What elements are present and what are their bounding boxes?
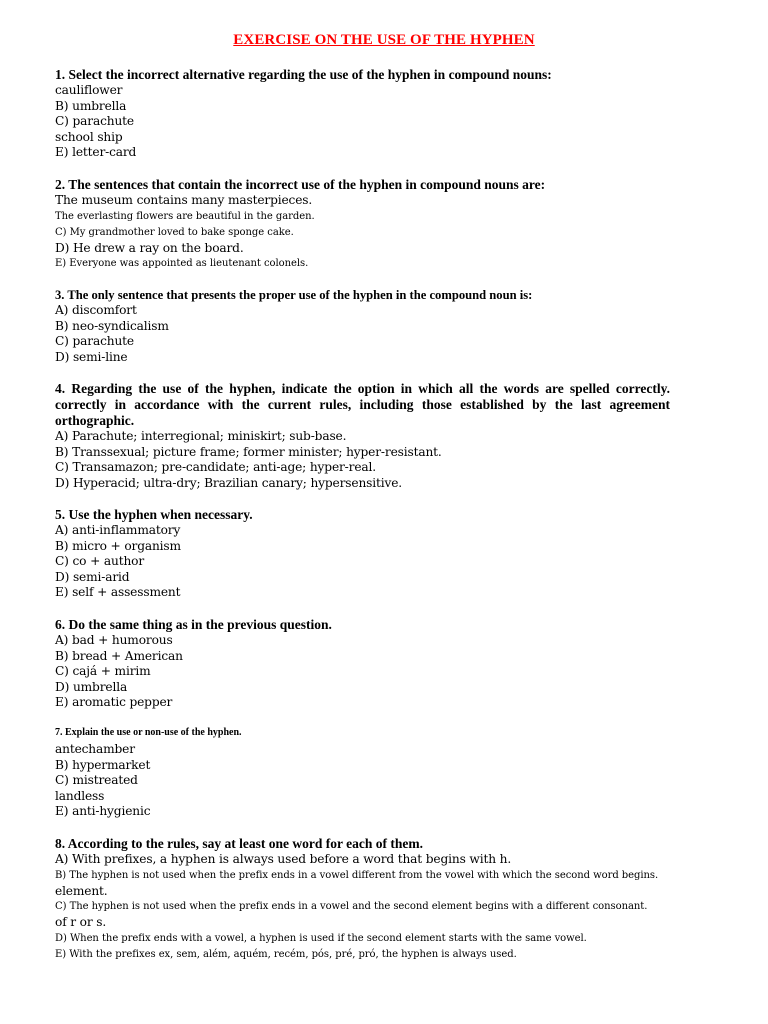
option: The everlasting flowers are beautiful in the garden.	[55, 210, 315, 222]
option: D) semi-line	[55, 349, 128, 364]
option: B) micro + organism	[55, 538, 181, 553]
option: D) He drew a ray on the board.	[55, 240, 244, 255]
option: school ship	[55, 129, 123, 144]
option: E) With the prefixes ex, sem, além, aquém, recém, pós, pré, pró, the hyphen is always used.	[55, 948, 517, 960]
option: C) co + author	[55, 554, 145, 569]
option: B) umbrella	[55, 98, 127, 113]
option: antechamber	[55, 742, 135, 756]
option: A) Parachute; interregional; miniskirt; sub-base.	[55, 429, 347, 443]
option: A) bad + humorous	[55, 633, 173, 647]
option: C) The hyphen is not used when the prefix ends in a vowel and the second element begins with a different consonant.	[55, 901, 648, 913]
option: of r or s.	[55, 915, 107, 930]
question-prompt: 1. Select the incorrect alternative regarding the use of the hyphen in compound nouns:	[55, 67, 552, 82]
option: A) anti-inflammatory	[55, 523, 181, 537]
option: C) Transamazon; pre-candidate; anti-age; hyper-real.	[55, 460, 376, 475]
question-prompt: 3. The only sentence that presents the proper use of the hyphen in the compound noun is:	[55, 288, 533, 302]
question-5	[55, 507, 670, 601]
option: B) neo-syndicalism	[55, 318, 169, 333]
question-prompt: 7. Explain the use or non-use of the hyphen.	[55, 727, 242, 738]
option: cauliflower	[55, 83, 123, 97]
option: E) aromatic pepper	[55, 695, 173, 710]
option: D) semi-arid	[55, 569, 130, 584]
option: C) My grandmother loved to bake sponge cake.	[55, 226, 294, 238]
question-2	[55, 177, 670, 272]
option: C) mistreated	[55, 773, 138, 788]
question-7	[55, 726, 670, 820]
question-prompt: 8. According to the rules, say at least one word for each of them.	[55, 836, 423, 851]
page-title: EXERCISE ON THE USE OF THE HYPHEN	[233, 32, 535, 48]
option: D) When the prefix ends with a vowel, a hyphen is used if the second element starts with the same vowel.	[55, 932, 587, 944]
option: The museum contains many masterpieces.	[55, 193, 313, 207]
option: B) The hyphen is not used when the prefix ends in a vowel different from the vowel with which the second word begins.	[55, 869, 659, 881]
option: B) Transsexual; picture frame; former minister; hyper-resistant.	[55, 444, 442, 459]
question-6	[55, 617, 670, 711]
option: C) parachute	[55, 114, 134, 129]
question-prompt: 4. Regarding the use of the hyphen, indicate the option in which all the words are spelled correctly. correctly in accordance with the current rules, including those established by the last agreement orthographic.	[55, 381, 670, 428]
option: C) parachute	[55, 334, 134, 349]
option: E) letter-card	[55, 145, 137, 160]
option: A) With prefixes, a hyphen is always used before a word that begins with h.	[55, 852, 512, 866]
option: E) anti-hygienic	[55, 804, 151, 819]
option: D) Hyperacid; ultra-dry; Brazilian canary; hypersensitive.	[55, 475, 403, 490]
question-prompt: 6. Do the same thing as in the previous question.	[55, 617, 332, 632]
option: E) Everyone was appointed as lieutenant colonels.	[55, 258, 309, 270]
question-1	[55, 67, 670, 161]
question-prompt: 2. The sentences that contain the incorrect use of the hyphen in compound nouns are:	[55, 177, 546, 192]
option: landless	[55, 788, 105, 803]
question-prompt: 5. Use the hyphen when necessary.	[55, 507, 253, 522]
option: B) hypermarket	[55, 757, 151, 772]
question-8	[55, 836, 670, 963]
option: A) discomfort	[55, 303, 137, 317]
question-3	[55, 287, 670, 365]
option: element.	[55, 883, 108, 898]
option: E) self + assessment	[55, 585, 181, 600]
option: D) umbrella	[55, 679, 128, 694]
option: C) cajá + mirim	[55, 664, 151, 679]
option: B) bread + American	[55, 648, 183, 663]
question-4	[55, 381, 670, 491]
